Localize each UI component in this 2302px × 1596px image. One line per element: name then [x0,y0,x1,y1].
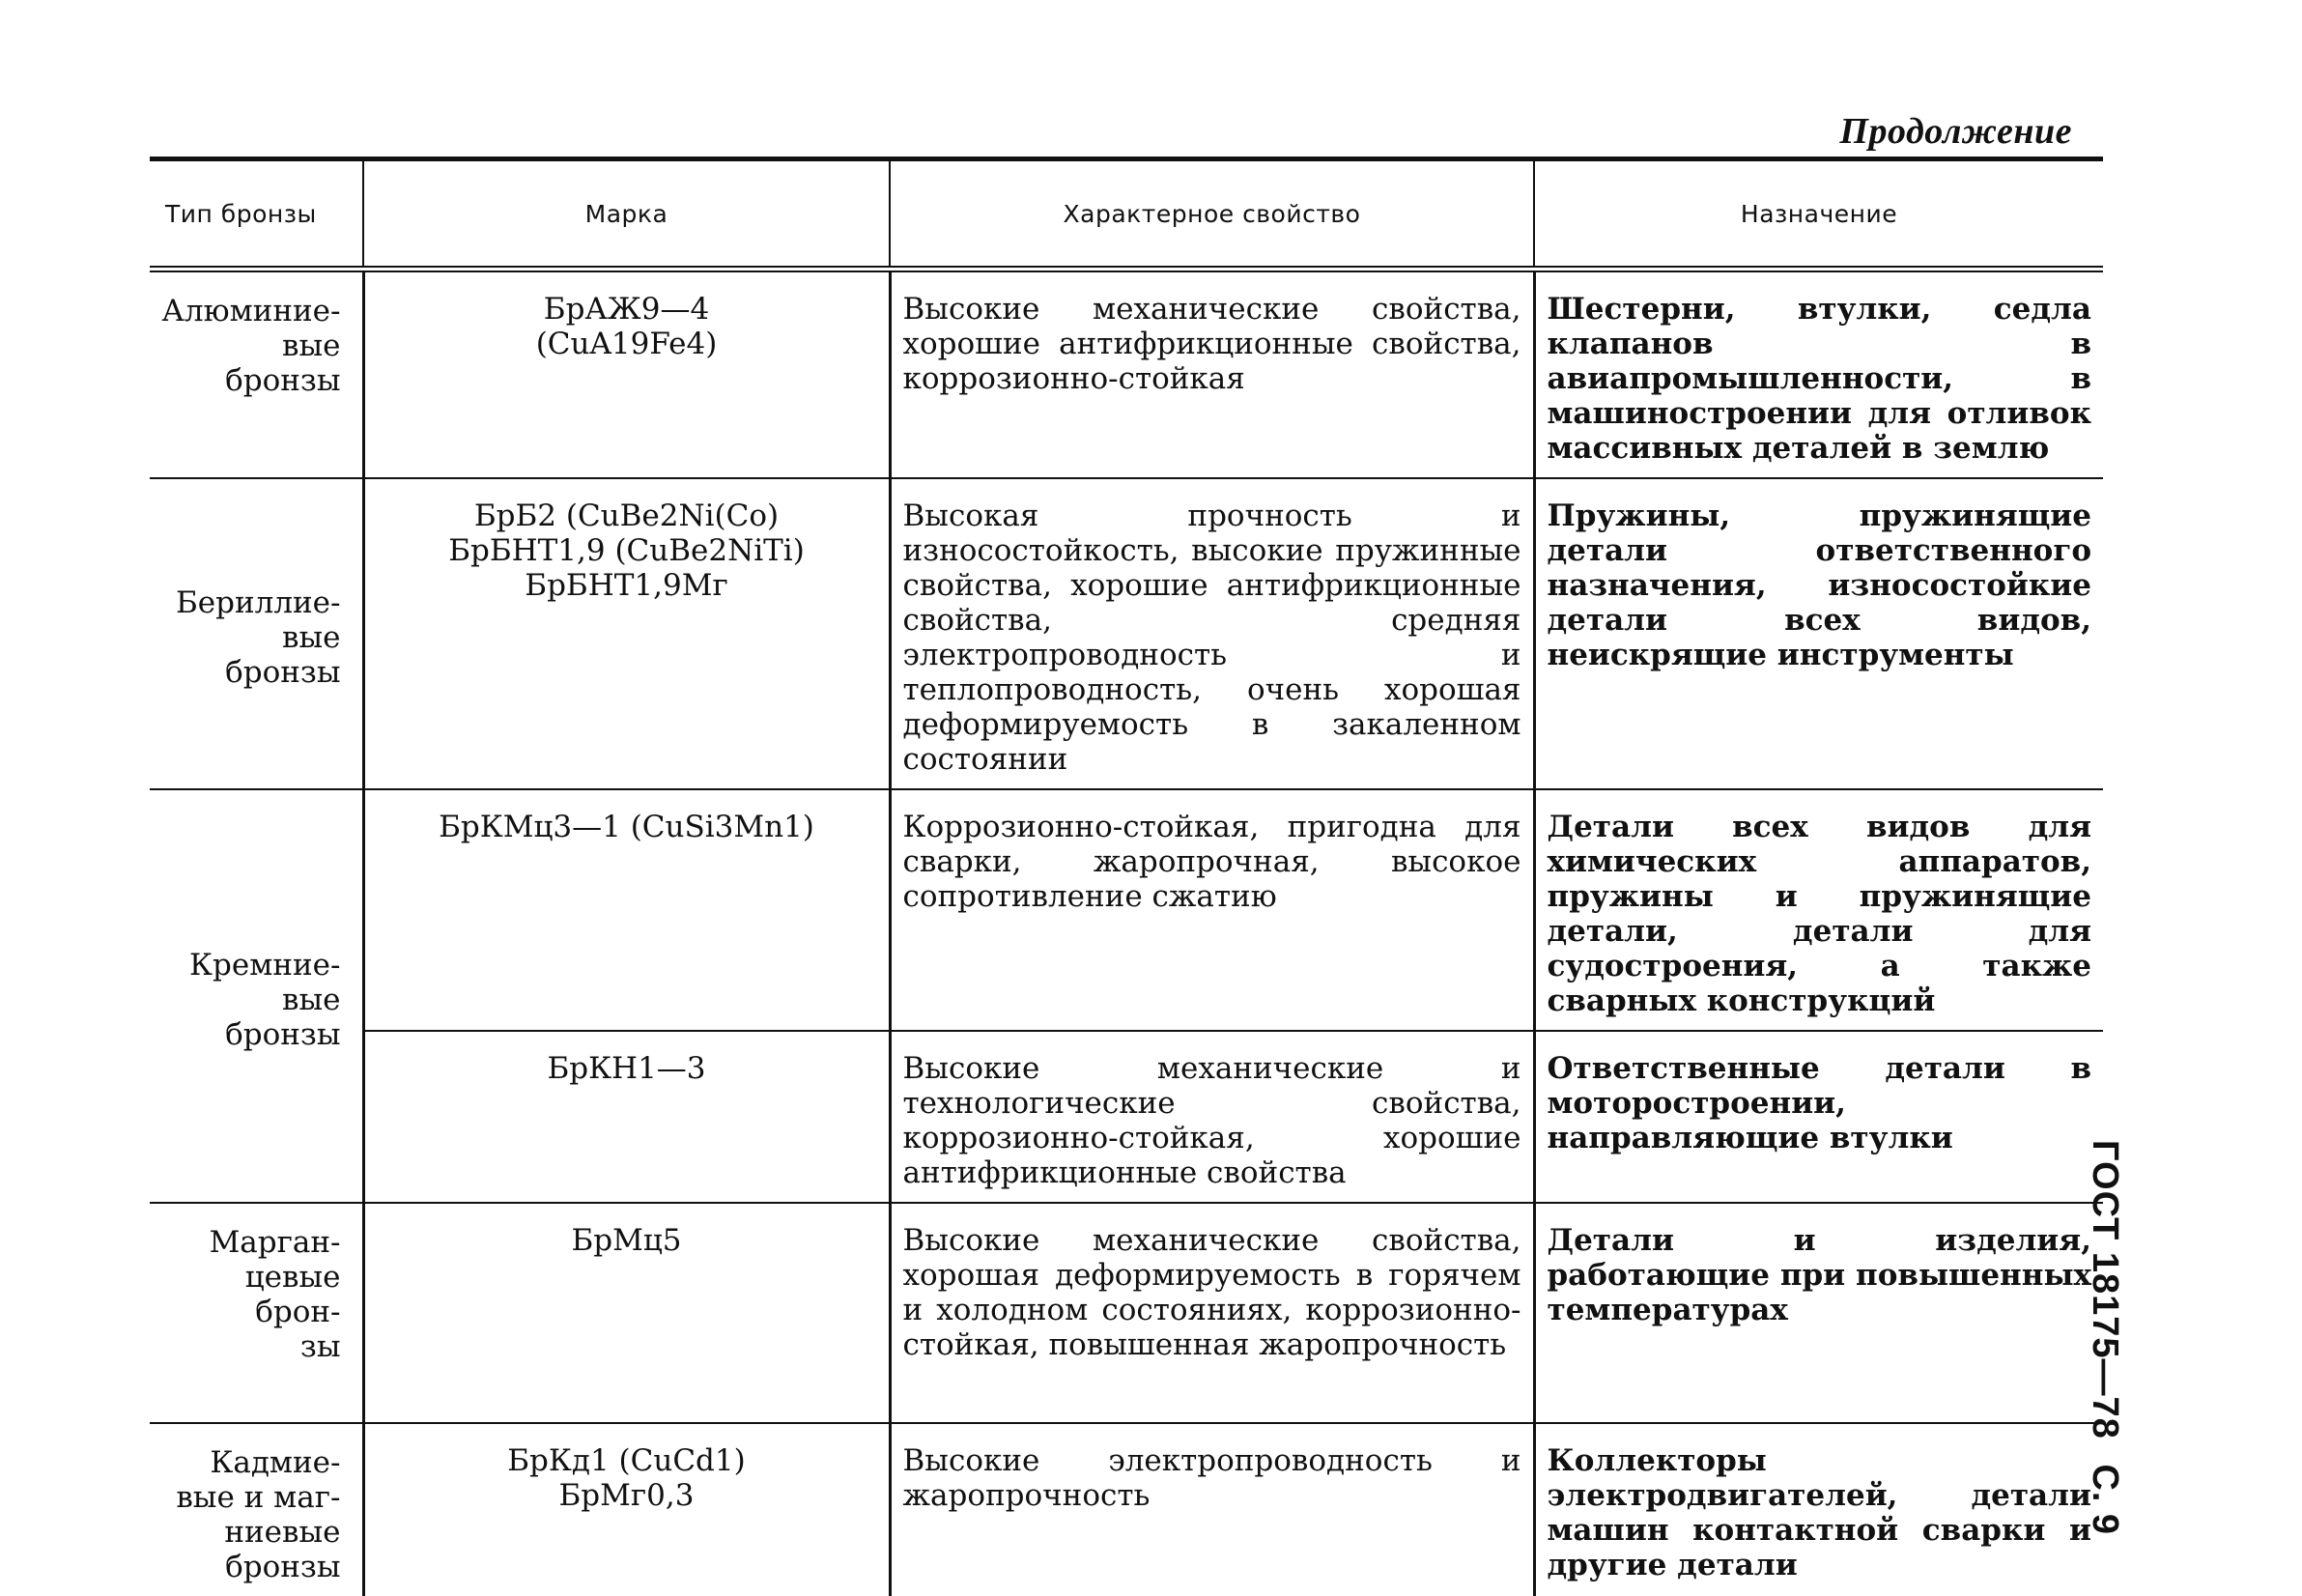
bronze-type-line: вые бронзы [225,620,341,690]
grade-cell [363,1031,890,1203]
column-header-purpose: Назначение [1534,159,2103,270]
grade-line: БрМц5 [571,1223,682,1258]
grade-line: БрКд1 (CuCd1) [507,1443,746,1478]
grade-cell [363,270,890,479]
grade-cell [363,1203,890,1423]
purpose-cell: Детали и изделия, работающие при повышенных температурах [1534,1203,2103,1423]
bronze-type-cell [150,478,363,789]
continuation-label: Продолжение [1839,111,2072,152]
bronze-type-line: Бериллие- [176,585,341,620]
bronze-type-cell [150,1423,363,1596]
property-cell: Высокие механические и технологические свойства, коррозионно-стойкая, хорошие антифрикционные свойства [890,1031,1534,1203]
property-cell: Высокие электропроводность и жаропрочность [890,1423,1534,1596]
page-number: С. 9 [2085,1464,2125,1536]
bronze-type-cell [150,270,363,479]
table-row [150,270,2103,479]
bronze-type-line: Кремние- [189,948,341,983]
bronze-type-cell [150,789,363,1203]
purpose-cell: Пружины, пружинящие детали ответственного назначения, износостойкие детали всех видов, неискрящие инструменты [1534,478,2103,789]
bronze-type-line: Алюминие- [161,294,341,328]
column-header-type: Тип бронзы [150,159,363,270]
bronze-type-line: вые бронзы [225,983,341,1052]
bronze-type-line: цевые брон- [244,1260,341,1329]
page-side-label [2084,1140,2125,1549]
property-cell: Высокая прочность и износостойкость, высокие пружинные свойства, хорошие антифрикционные свойства, средняя электропроводность и теплопроводность, очень хорошая деформируемость в закаленном состоянии [890,478,1534,789]
bronze-type-line: зы [299,1329,341,1364]
bronze-type-line: ниевые [224,1515,341,1550]
table-row [150,1423,2103,1596]
purpose-cell: Шестерни, втулки, седла клапанов в авиапромышленности, в машиностроении для отливок массивных деталей в землю [1534,270,2103,479]
table-row [150,1031,2103,1203]
bronze-type-line: вые бронзы [225,328,341,398]
grade-cell [363,1423,890,1596]
property-cell: Высокие механические свойства, хорошая деформируемость в горячем и холодном состояниях, коррозионно-стойкая, повышенная жаропрочность [890,1203,1534,1423]
table-row [150,789,2103,1031]
grade-cell [363,789,890,1031]
property-cell: Высокие механические свойства, хорошие антифрикционные свойства, коррозионно-стойкая [890,270,1534,479]
bronze-type-cell [150,1203,363,1423]
purpose-cell: Коллекторы электродвигателей, детали машин контактной сварки и другие детали [1534,1423,2103,1596]
column-header-grade: Марка [363,159,890,270]
grade-line: БрБНТ1,9Мг [525,568,728,603]
grade-line: БрБ2 (CuBe2Ni(Co) [473,499,780,533]
column-header-property: Характерное свойство [890,159,1534,270]
table-row [150,1203,2103,1423]
table-header-row [150,159,2103,270]
grade-line: БрБНТ1,9 (CuBe2NiTi) [448,533,805,568]
bronze-type-line: вые и маг- [176,1480,341,1515]
bronze-type-line: Марган- [209,1225,341,1260]
bronze-type-line: бронзы [225,1550,341,1584]
grade-line: БрМг0,3 [558,1478,695,1513]
grade-line: БрКН1—3 [547,1051,706,1086]
grade-line: БрАЖ9—4 [543,292,710,327]
bronze-type-line: Кадмие- [210,1445,341,1480]
standard-number: ГОСТ 18175—78 [2085,1140,2125,1439]
table-row [150,478,2103,789]
bronze-table [150,157,2103,1596]
grade-line: (CuA19Fe4) [535,327,718,361]
property-cell: Коррозионно-стойкая, пригодна для сварки, жаропрочная, высокое сопротивление сжатию [890,789,1534,1031]
purpose-cell: Ответственные детали в моторостроении, направляющие втулки [1534,1031,2103,1203]
grade-line: БрКМц3—1 (CuSi3Mn1) [439,810,814,844]
purpose-cell: Детали всех видов для химических аппаратов, пружины и пружинящие детали, детали для судостроения, а также сварных конструкций [1534,789,2103,1031]
grade-cell [363,478,890,789]
